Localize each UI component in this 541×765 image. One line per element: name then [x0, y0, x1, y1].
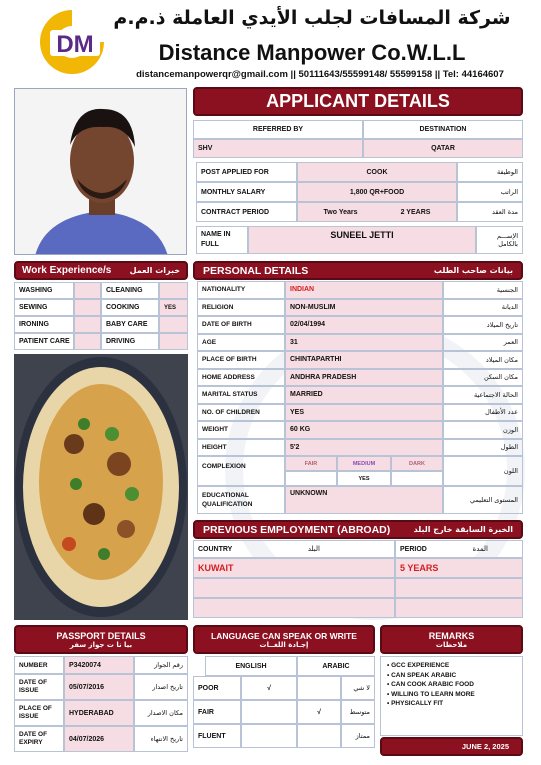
passport-header — [14, 625, 188, 654]
passport-arabic: رقم الجواز — [134, 656, 188, 674]
personal-label: HOME ADDRESS — [197, 369, 285, 387]
remarks-header — [380, 625, 523, 654]
personal-arabic: الجنسية — [443, 281, 523, 299]
remark-item: • PHYSICALLY FIT — [387, 700, 444, 707]
skill-label: DRIVING — [101, 333, 159, 350]
period-arabic: المدة — [472, 545, 488, 553]
language-corner — [193, 656, 205, 676]
work-experience-title: Work Experience/s — [22, 265, 112, 276]
education-arabic: المستوى التعليمي — [443, 486, 523, 514]
period-header — [395, 540, 523, 558]
country-label: COUNTRY — [198, 545, 233, 553]
personal-value: 31 — [285, 334, 443, 352]
language-level-arabic: متوسط — [341, 700, 375, 724]
personal-value: YES — [285, 404, 443, 422]
remark-item: • CAN COOK ARABIC FOOD — [387, 681, 474, 688]
contract-value-text: Two Years — [323, 208, 358, 216]
personal-value: NON-MUSLIM — [285, 299, 443, 317]
previous-employment-title: PREVIOUS EMPLOYMENT (ABROAD) — [203, 523, 391, 536]
personal-arabic: تاريخ الميلاد — [443, 316, 523, 334]
contact-line: distancemanpowerqr@gmail.com || 50111643/55599148/ 55599158 || Tel: 44164607 — [136, 69, 504, 80]
personal-arabic: مكان السكن — [443, 369, 523, 387]
personal-details-table — [197, 281, 523, 514]
name-value: SUNEEL JETTI — [248, 226, 476, 254]
personal-arabic: الحالة الاجتماعية — [443, 386, 523, 404]
period-value-empty — [395, 578, 523, 598]
language-level: FAIR — [193, 700, 241, 724]
post-value: COOK — [297, 162, 457, 182]
complexion-mark-medium: YES — [337, 471, 391, 486]
language-english-mark — [241, 700, 297, 724]
personal-label: MARITAL STATUS — [197, 386, 285, 404]
salary-arabic: الراتب — [457, 182, 523, 202]
applicant-details-title: APPLICANT DETAILS — [266, 91, 450, 111]
complexion-mark-dark — [391, 471, 443, 486]
salary-value: 1,800 QR+FOOD — [297, 182, 457, 202]
passport-arabic: تاريخ الانتهاء — [134, 726, 188, 752]
personal-value: INDIAN — [285, 281, 443, 299]
food-photo — [14, 354, 188, 620]
personal-value: CHINTAPARTHI — [285, 351, 443, 369]
skill-value — [159, 316, 188, 333]
language-table — [193, 656, 375, 748]
skill-value — [74, 333, 101, 350]
applicant-photo — [14, 88, 187, 255]
passport-value: 05/07/2016 — [64, 674, 134, 700]
passport-table — [14, 656, 188, 752]
remark-item-text: CAN SPEAK ARABIC — [391, 671, 457, 679]
passport-label: PLACE OF ISSUE — [14, 700, 64, 726]
referred-by-value: SHV — [193, 139, 363, 158]
skill-label: IRONING — [14, 316, 74, 333]
education-value: UNKNOWN — [285, 486, 443, 514]
remark-item: • GCC EXPERIENCE — [387, 662, 450, 669]
remark-item: • CAN SPEAK ARABIC — [387, 671, 457, 679]
work-experience-title-arabic: خبرات العمل — [129, 266, 180, 275]
personal-arabic: عدد الأطفال — [443, 404, 523, 422]
personal-arabic: مكان الميلاد — [443, 351, 523, 369]
skill-label: SEWING — [14, 299, 74, 316]
personal-arabic: الوزن — [443, 421, 523, 439]
skill-value — [74, 282, 101, 299]
remark-item-text: GCC EXPERIENCE — [391, 662, 450, 669]
language-title: LANGUAGE CAN SPEAK OR WRITE — [211, 630, 357, 641]
complexion-arabic: اللون — [443, 456, 523, 486]
period-value-empty — [395, 598, 523, 618]
personal-label: DATE OF BIRTH — [197, 316, 285, 334]
language-col-english: ENGLISH — [205, 656, 297, 676]
personal-value: 02/04/1994 — [285, 316, 443, 334]
personal-label: NATIONALITY — [197, 281, 285, 299]
skill-label: CLEANING — [101, 282, 159, 299]
language-english-mark: √ — [241, 676, 297, 700]
complexion-option-fair: FAIR — [285, 456, 337, 471]
previous-employment-table — [193, 540, 523, 618]
personal-label: WEIGHT — [197, 421, 285, 439]
passport-value: HYDERABAD — [64, 700, 134, 726]
skill-value — [74, 299, 101, 316]
skill-value — [74, 316, 101, 333]
passport-arabic: مكان الاصدار — [134, 700, 188, 726]
country-value-empty — [193, 598, 395, 618]
personal-details-header — [193, 261, 523, 280]
period-label: PERIOD — [400, 545, 427, 553]
work-experience-table — [14, 282, 188, 350]
country-arabic: البلد — [307, 545, 320, 553]
work-experience-header — [14, 261, 188, 280]
skill-value: YES — [159, 299, 188, 316]
skill-label: WASHING — [14, 282, 74, 299]
complexion-option-medium: MEDIUM — [337, 456, 391, 471]
language-col-arabic: ARABIC — [297, 656, 375, 676]
company-name-english: Distance Manpower Co.W.L.L — [158, 40, 466, 65]
svg-text:DM: DM — [56, 31, 94, 58]
name-label: NAME IN FULL — [196, 226, 248, 254]
country-value: KUWAIT — [193, 558, 395, 578]
skill-value — [159, 333, 188, 350]
passport-title: PASSPORT DETAILS — [56, 630, 146, 641]
previous-employment-title-arabic: الخبرة السابقة خارج البلد — [413, 525, 513, 534]
passport-value: P3420074 — [64, 656, 134, 674]
country-value-empty — [193, 578, 395, 598]
language-level: FLUENT — [193, 724, 241, 748]
skill-label: PATIENT CARE — [14, 333, 74, 350]
language-english-mark — [241, 724, 297, 748]
remarks-title: REMARKS — [428, 630, 475, 641]
passport-label: DATE OF EXPIRY — [14, 726, 64, 752]
personal-label: NO. OF CHILDREN — [197, 404, 285, 422]
contract-arabic: مدة العقد — [457, 202, 523, 222]
language-header — [193, 625, 375, 654]
remark-item-text: CAN COOK ARABIC FOOD — [391, 681, 474, 688]
personal-details-title-arabic: بيانات صاحب الطلب — [433, 266, 513, 275]
remarks-title-arabic: ملاحظات — [435, 640, 468, 649]
complexion-option-dark: DARK — [391, 456, 443, 471]
personal-value: 60 KG — [285, 421, 443, 439]
previous-employment-header — [193, 520, 523, 539]
personal-label: HEIGHT — [197, 439, 285, 457]
remarks-date-text: JUNE 2, 2025 — [461, 742, 509, 751]
language-arabic-mark: √ — [297, 700, 341, 724]
contract-value-years: 2 YEARS — [400, 208, 431, 216]
passport-arabic: تاريخ اصدار — [134, 674, 188, 700]
language-level: POOR — [193, 676, 241, 700]
destination-label: DESTINATION — [363, 120, 523, 139]
personal-label: PLACE OF BIRTH — [197, 351, 285, 369]
post-arabic: الوظيفة — [457, 162, 523, 182]
destination-value: QATAR — [363, 139, 523, 158]
applicant-details-header — [193, 87, 523, 116]
complexion-mark-fair — [285, 471, 337, 486]
skill-label: COOKING — [101, 299, 159, 316]
personal-arabic: الطول — [443, 439, 523, 457]
personal-arabic: العمر — [443, 334, 523, 352]
period-value: 5 YEARS — [395, 558, 523, 578]
remark-item-text: WILLING TO LEARN MORE — [391, 690, 475, 698]
personal-value: 5'2 — [285, 439, 443, 457]
language-arabic-mark — [297, 724, 341, 748]
remarks-box — [380, 656, 523, 736]
skill-label: BABY CARE — [101, 316, 159, 333]
skill-value — [159, 282, 188, 299]
language-level-arabic: لا شي — [341, 676, 375, 700]
remark-item: • WILLING TO LEARN MORE — [387, 690, 475, 698]
remark-item-text: PHYSICALLY FIT — [391, 700, 444, 707]
personal-value: MARRIED — [285, 386, 443, 404]
passport-label: DATE OF ISSUE — [14, 674, 64, 700]
education-label: EDUCATIONAL QUALIFICATION — [197, 486, 285, 514]
passport-title-arabic: بيا نا ت جواز سفر — [69, 640, 133, 649]
personal-value: ANDHRA PRADESH — [285, 369, 443, 387]
complexion-label: COMPLEXION — [197, 456, 285, 486]
language-level-arabic: ممتاز — [341, 724, 375, 748]
company-name-arabic: شركة المسافات لجلب الأيدي العاملة ذ.م.م — [113, 7, 511, 29]
company-logo — [36, 6, 108, 78]
language-title-arabic: إجـادة اللغــات — [259, 640, 309, 649]
remarks-date — [380, 737, 523, 756]
country-header — [193, 540, 395, 558]
referred-by-label: REFERRED BY — [193, 120, 363, 139]
passport-value: 04/07/2026 — [64, 726, 134, 752]
language-arabic-mark — [297, 676, 341, 700]
contract-label: CONTRACT PERIOD — [196, 202, 297, 222]
personal-label: RELIGION — [197, 299, 285, 317]
salary-label: MONTHLY SALARY — [196, 182, 297, 202]
personal-label: AGE — [197, 334, 285, 352]
passport-label: NUMBER — [14, 656, 64, 674]
name-arabic: الإســـم بالكامل — [476, 226, 523, 254]
personal-details-title: PERSONAL DETAILS — [203, 264, 309, 277]
post-label: POST APPLIED FOR — [196, 162, 297, 182]
personal-arabic: الديانة — [443, 299, 523, 317]
contract-value — [297, 202, 457, 222]
